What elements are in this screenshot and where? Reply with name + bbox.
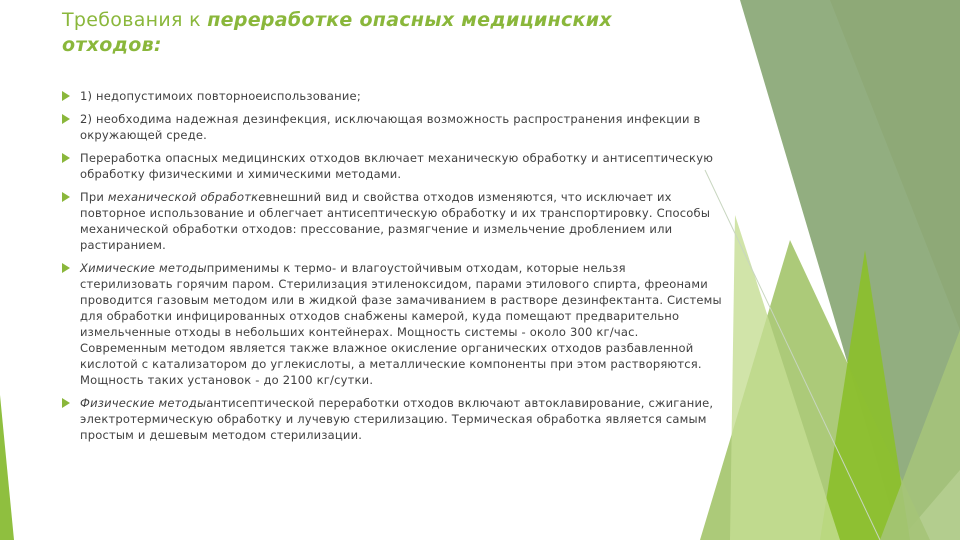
list-item <box>62 111 722 143</box>
title-emphasis-1: переработке опасных медицинских <box>207 9 612 31</box>
title-plain: Требования к <box>62 9 208 31</box>
arrow-bullet-icon <box>62 263 70 273</box>
arrow-bullet-icon <box>62 91 70 101</box>
list-item <box>62 88 722 104</box>
bullet-lead-italic: механической обработке <box>107 190 266 204</box>
bullet-text: применимы к термо- и влагоустойчивым отходам, которые нельзя стерилизовать горячим паром. Стерилизация этиленоксидом, парами этилового спирта, фреонами проводится газовым методом или в жидкой фазе замачиванием в растворе дезинфектанта. Системы для обработки инфицированных отходов снабжены камерой, куда помещают предварительно измельченные отходы в небольших контейнерах. Мощность системы - около 300 кг/час. Современным методом является также влажное окисление органических отходов разбавленной кислотой с катализатором до углекислоты, а металлические компоненты при этом растворяются. Мощность таких установок - до 2100 кг/сутки. <box>80 261 722 387</box>
list-item <box>62 260 722 388</box>
list-item <box>62 150 722 182</box>
bullet-lead-italic: Химические методы <box>80 261 207 275</box>
title-emphasis-2: отходов <box>62 34 154 56</box>
title-colon: : <box>153 34 162 56</box>
bullet-lead: При <box>80 190 108 204</box>
bullet-text: антисептической переработки отходов включают автоклавирование, сжигание, электротермическую обработку и лучевую стерилизацию. Термическая обработка является самым простым и дешевым методом стерилизации. <box>80 396 714 442</box>
bullet-text: Переработка опасных медицинских отходов включает механическую обработку и антисептическую обработку физическими и химическими методами. <box>80 151 714 181</box>
bullet-text: 2) необходима надежная дезинфекция, исключающая возможность распространения инфекции в окружающей среде. <box>80 112 701 142</box>
arrow-bullet-icon <box>62 398 70 408</box>
slide-title <box>62 8 702 58</box>
decor-triangle-left <box>0 395 14 540</box>
bullet-lead-italic: Физические методы <box>80 396 207 410</box>
bullet-text: внешний вид и свойства отходов изменяются, что исключает их повторное использование и облегчает антисептическую обработку и их транспортировку. Способы механической обработки отходов: прессование, размягчение и измельчение дроблением или растиранием. <box>80 190 711 252</box>
bullet-text: 1) недопустимоих повторноеиспользование; <box>80 89 361 103</box>
bullet-list <box>62 88 722 450</box>
arrow-bullet-icon <box>62 114 70 124</box>
list-item <box>62 395 722 443</box>
arrow-bullet-icon <box>62 153 70 163</box>
list-item <box>62 189 722 253</box>
arrow-bullet-icon <box>62 192 70 202</box>
